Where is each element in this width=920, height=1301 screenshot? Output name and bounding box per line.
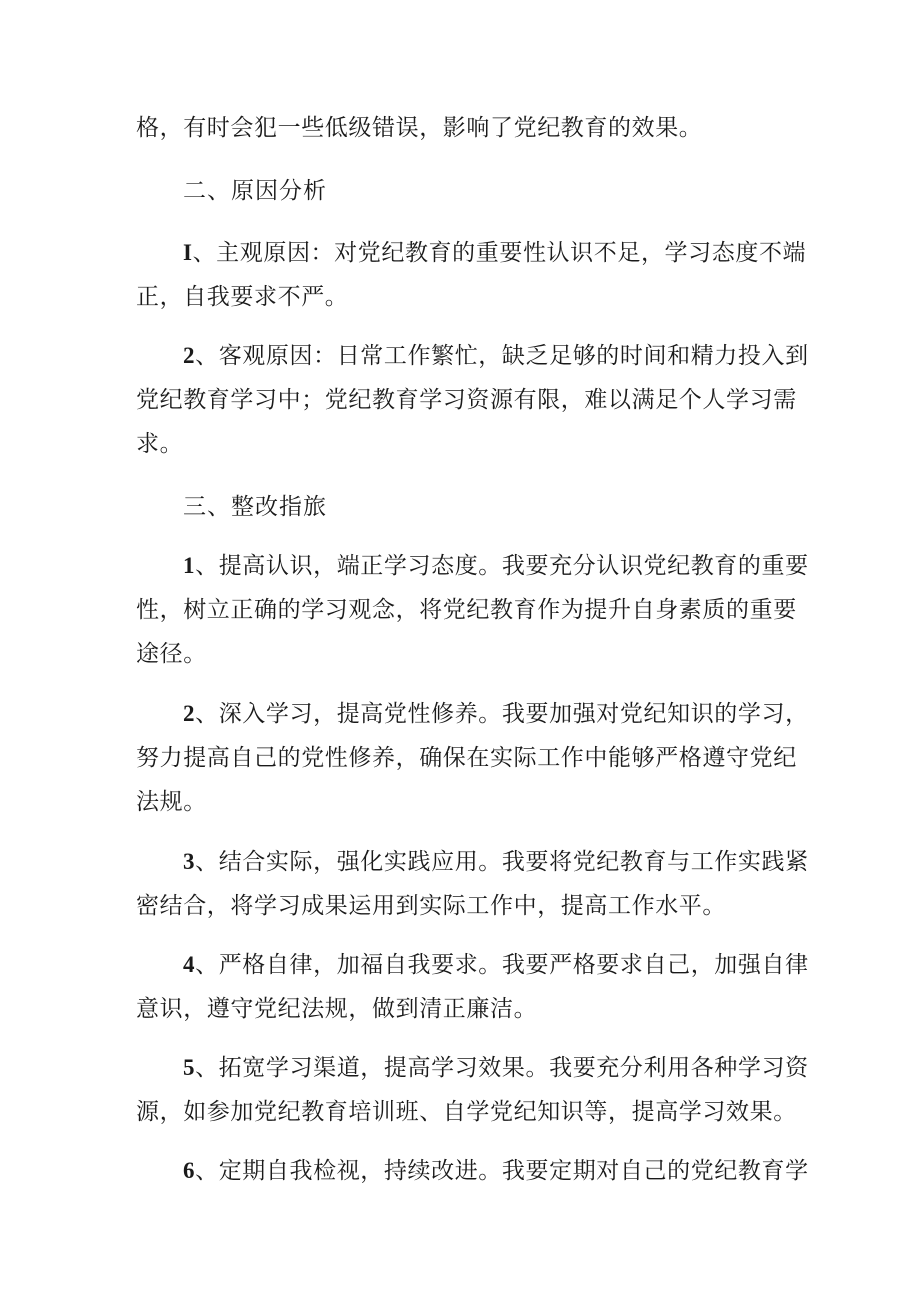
- item-number: I: [183, 240, 193, 265]
- measure-item-6-line-1: [183, 1156, 809, 1186]
- measure-item-3-line-2: 密结合，将学习成果运用到实际工作中，提高工作水平。: [136, 893, 726, 919]
- cause-item-1-line-1: [183, 238, 807, 268]
- item-number: 1: [183, 553, 196, 578]
- item-text: 、定期自我检视，持续改进。我要定期对自己的党纪教育学: [195, 1158, 809, 1184]
- measure-item-1-line-3: 途径。: [136, 641, 207, 667]
- cause-item-2-line-2: 党纪教育学习中；党纪教育学习资源有限，难以满足个人学习需: [136, 387, 797, 413]
- measure-item-2-line-2: 努力提高自己的党性修养，确保在实际工作中能够严格遵守党纪: [136, 745, 797, 771]
- measure-item-4-line-1: [183, 950, 809, 980]
- item-number: 2: [183, 343, 196, 368]
- cause-item-2-line-3: 求。: [136, 431, 184, 457]
- measure-item-2-line-3: 法规。: [136, 789, 207, 815]
- item-text: 、客观原因：日常工作繁忙，缺乏足够的时间和精力投入到: [195, 343, 809, 369]
- item-text: 、拓宽学习渠道，提高学习效果。我要充分利用各种学习资: [195, 1055, 809, 1081]
- measure-item-1-line-2: 性，树立正确的学习观念，将党纪教育作为提升自身素质的重要: [136, 597, 797, 623]
- cause-item-1-line-2: 正，自我要求不严。: [136, 284, 349, 310]
- item-number: 4: [183, 952, 196, 977]
- section-heading-cause-analysis: 二、原因分析: [183, 178, 327, 204]
- section-heading-rectification: 三、整改指旅: [183, 494, 327, 520]
- item-text: 、严格自律，加福自我要求。我要严格要求自己，加强自律: [195, 952, 809, 978]
- item-text: 、主观原因：对党纪教育的重要性认识不足，学习态度不端: [192, 240, 807, 266]
- item-number: 5: [183, 1055, 196, 1080]
- item-number: 3: [183, 849, 196, 874]
- item-text: 、提高认识，端正学习态度。我要充分认识党纪教育的重要: [195, 553, 809, 579]
- measure-item-3-line-1: [183, 847, 809, 877]
- item-number: 2: [183, 701, 196, 726]
- paragraph-intro-tail: 格，有时会犯一些低级错误，影响了党纪教育的效果。: [136, 115, 703, 141]
- cause-item-2-line-1: [183, 341, 809, 371]
- measure-item-5-line-2: 源，如参加党纪教育培训班、自学党纪知识等，提高学习效果。: [136, 1099, 797, 1125]
- item-text: 、深入学习，提高党性修养。我要加强对党纪知识的学习，: [195, 701, 809, 727]
- measure-item-1-line-1: [183, 551, 809, 581]
- measure-item-4-line-2: 意识，遵守党纪法规，做到清正廉洁。: [136, 996, 538, 1022]
- item-number: 6: [183, 1158, 196, 1183]
- item-text: 、结合实际，强化实践应用。我要将党纪教育与工作实践紧: [195, 849, 809, 875]
- measure-item-2-line-1: [183, 699, 809, 729]
- measure-item-5-line-1: [183, 1053, 809, 1083]
